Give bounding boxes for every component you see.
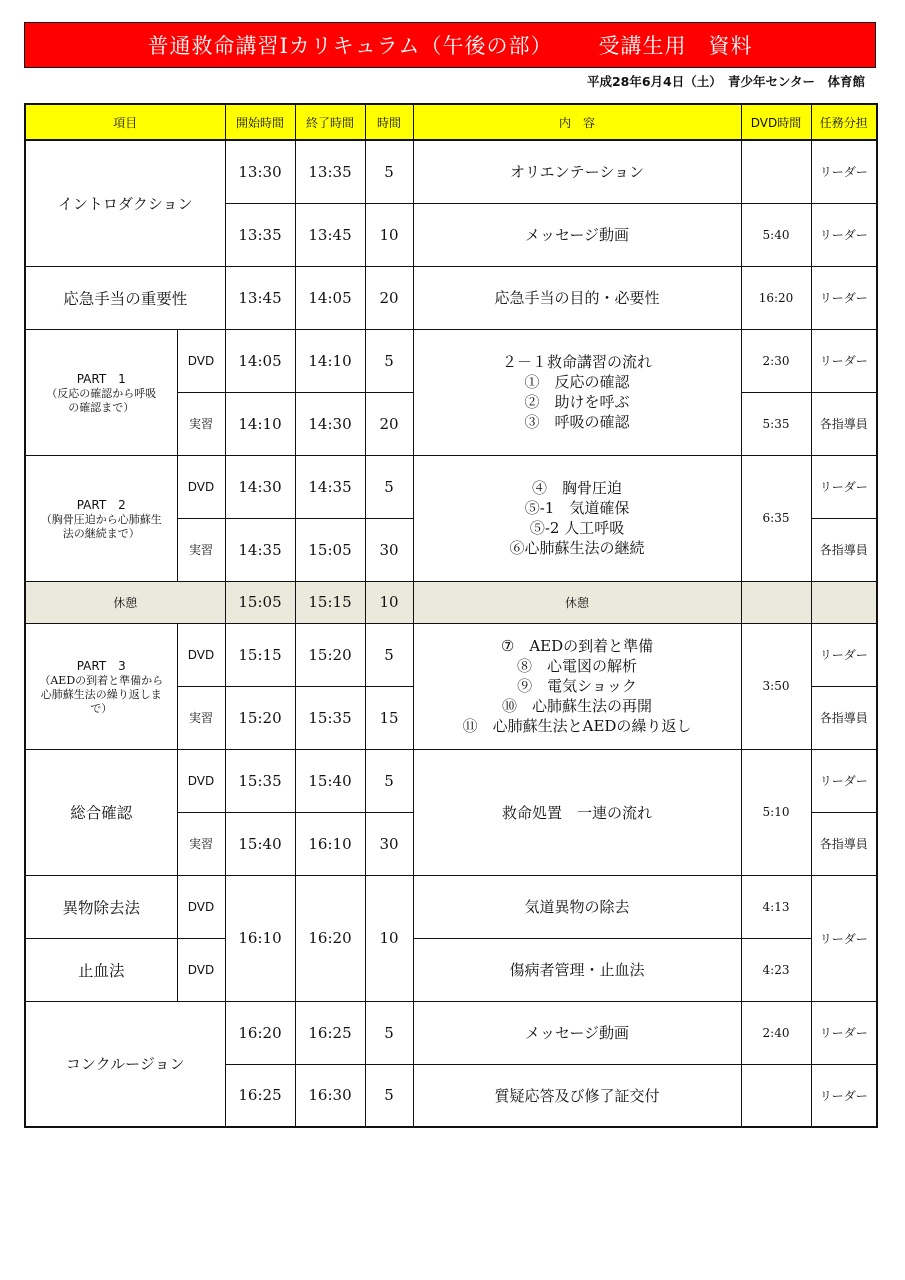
content-line: ⑧ 心電図の解析 [517,657,638,675]
start-time: 16:10 [225,875,295,1001]
part-description: （反応の確認から呼吸の確認まで） [46,386,157,414]
duration: 15 [365,686,413,749]
content: 救命処置 一連の流れ [413,749,741,875]
duration: 5 [365,140,413,203]
item-foreign-body: 異物除去法 [25,875,177,938]
start-time: 15:35 [225,749,295,812]
col-header-role: 任務分担 [811,104,877,140]
session-type: 実習 [177,686,225,749]
duration: 5 [365,329,413,392]
item-review: 総合確認 [25,749,177,875]
table-header-row [25,104,877,140]
role: リーダー [811,1001,877,1064]
item-part2 [25,455,177,581]
content-line: ③ 呼吸の確認 [524,413,630,431]
part-description: （AEDの到着と準備から心肺蘇生法の繰り返しまで） [39,673,164,715]
content: 気道異物の除去 [413,875,741,938]
content-list [413,329,741,455]
role: 各指導員 [811,812,877,875]
item-part1 [25,329,177,455]
audience-label: 受講生用 資料 [598,34,753,58]
session-type: 実習 [177,392,225,455]
end-time: 16:30 [295,1064,365,1127]
role [811,581,877,623]
end-time: 16:20 [295,875,365,1001]
end-time: 15:20 [295,623,365,686]
content: オリエンテーション [413,140,741,203]
role: 各指導員 [811,686,877,749]
session-type: DVD [177,749,225,812]
session-type: DVD [177,938,225,1001]
dvd-time: 5:40 [741,203,811,266]
table-row [25,266,877,329]
content-line: ② 助けを呼ぶ [524,393,630,411]
title-banner [24,22,876,68]
duration: 10 [365,581,413,623]
content-line: ⑦ AEDの到着と準備 [500,637,654,655]
start-time: 15:05 [225,581,295,623]
dvd-time [741,140,811,203]
dvd-time: 5:10 [741,749,811,875]
start-time: 14:10 [225,392,295,455]
part-description: （胸骨圧迫から心肺蘇生法の継続まで） [40,512,162,540]
end-time: 15:15 [295,581,365,623]
end-time: 16:10 [295,812,365,875]
duration: 5 [365,1064,413,1127]
dvd-time: 3:50 [741,623,811,749]
content-line: ⑪ 心肺蘇生法とAEDの繰り返し [462,717,692,735]
end-time: 14:05 [295,266,365,329]
duration: 5 [365,455,413,518]
content: 傷病者管理・止血法 [413,938,741,1001]
content-list [413,455,741,581]
start-time: 15:15 [225,623,295,686]
content: 応急手当の目的・必要性 [413,266,741,329]
content-line: ⑥心肺蘇生法の継続 [509,539,645,557]
content-line: ① 反応の確認 [524,373,630,391]
dvd-time [741,1064,811,1127]
table-row [25,749,877,812]
date-venue: 平成28年6月4日（土） 青少年センター 体育館 [586,74,865,89]
content-list [413,623,741,749]
role: 各指導員 [811,392,877,455]
role: 各指導員 [811,518,877,581]
col-header-start: 開始時間 [225,104,295,140]
start-time: 14:05 [225,329,295,392]
dvd-time: 4:13 [741,875,811,938]
role: リーダー [811,1064,877,1127]
role: リーダー [811,455,877,518]
item-conclusion: コンクルージョン [25,1001,225,1127]
table-row [25,938,877,1001]
session-type: DVD [177,329,225,392]
document-title: 普通救命講習Ⅰカリキュラム（午後の部） [147,34,553,58]
role: リーダー [811,623,877,686]
session-type: DVD [177,623,225,686]
start-time: 15:40 [225,812,295,875]
col-header-item: 項目 [25,104,225,140]
dvd-time: 6:35 [741,455,811,581]
table-row [25,1001,877,1064]
dvd-time: 2:40 [741,1001,811,1064]
start-time: 15:20 [225,686,295,749]
start-time: 14:30 [225,455,295,518]
item-break: 休憩 [25,581,225,623]
part-title: PART 2 [76,497,126,512]
table-row [25,875,877,938]
role: リーダー [811,875,877,1001]
break-row [25,581,877,623]
table-row [25,140,877,203]
duration: 30 [365,518,413,581]
duration: 30 [365,812,413,875]
content-line: ⑨ 電気ショック [517,677,637,695]
content-line: ⑩ 心肺蘇生法の再開 [502,697,653,715]
end-time: 14:10 [295,329,365,392]
item-intro: イントロダクション [25,140,225,266]
content-line: ２－１救命講習の流れ [502,353,653,371]
part-title: PART 1 [76,371,126,386]
session-type: 実習 [177,518,225,581]
role: リーダー [811,749,877,812]
dvd-time [741,581,811,623]
item-importance: 応急手当の重要性 [25,266,225,329]
start-time: 16:20 [225,1001,295,1064]
duration: 5 [365,749,413,812]
table-row [25,455,877,518]
session-type: DVD [177,455,225,518]
start-time: 13:30 [225,140,295,203]
col-header-duration: 時間 [365,104,413,140]
role: リーダー [811,140,877,203]
table-row [25,623,877,686]
col-header-end: 終了時間 [295,104,365,140]
curriculum-table [24,103,878,1128]
end-time: 14:35 [295,455,365,518]
col-header-dvd-time: DVD時間 [741,104,811,140]
session-type: 実習 [177,812,225,875]
content-line: ④ 胸骨圧迫 [532,479,623,497]
dvd-time: 4:23 [741,938,811,1001]
content: メッセージ動画 [413,203,741,266]
end-time: 15:05 [295,518,365,581]
content-line: ⑤-1 気道確保 [524,499,630,517]
end-time: 15:35 [295,686,365,749]
table-row [25,329,877,392]
duration: 20 [365,392,413,455]
dvd-time: 5:35 [741,392,811,455]
end-time: 16:25 [295,1001,365,1064]
dvd-time: 2:30 [741,329,811,392]
end-time: 13:45 [295,203,365,266]
role: リーダー [811,203,877,266]
dvd-time: 16:20 [741,266,811,329]
end-time: 13:35 [295,140,365,203]
content-line: ⑤-2 人工呼吸 [529,519,625,537]
content: 質疑応答及び修了証交付 [413,1064,741,1127]
role: リーダー [811,266,877,329]
start-time: 13:35 [225,203,295,266]
content: 休憩 [413,581,741,623]
content: メッセージ動画 [413,1001,741,1064]
item-part3 [25,623,177,749]
session-type: DVD [177,875,225,938]
end-time: 15:40 [295,749,365,812]
start-time: 14:35 [225,518,295,581]
item-bleeding: 止血法 [25,938,177,1001]
part-title: PART 3 [76,658,126,673]
duration: 5 [365,623,413,686]
col-header-content: 内 容 [413,104,741,140]
duration: 20 [365,266,413,329]
start-time: 16:25 [225,1064,295,1127]
start-time: 13:45 [225,266,295,329]
role: リーダー [811,329,877,392]
duration: 5 [365,1001,413,1064]
duration: 10 [365,203,413,266]
end-time: 14:30 [295,392,365,455]
duration: 10 [365,875,413,1001]
